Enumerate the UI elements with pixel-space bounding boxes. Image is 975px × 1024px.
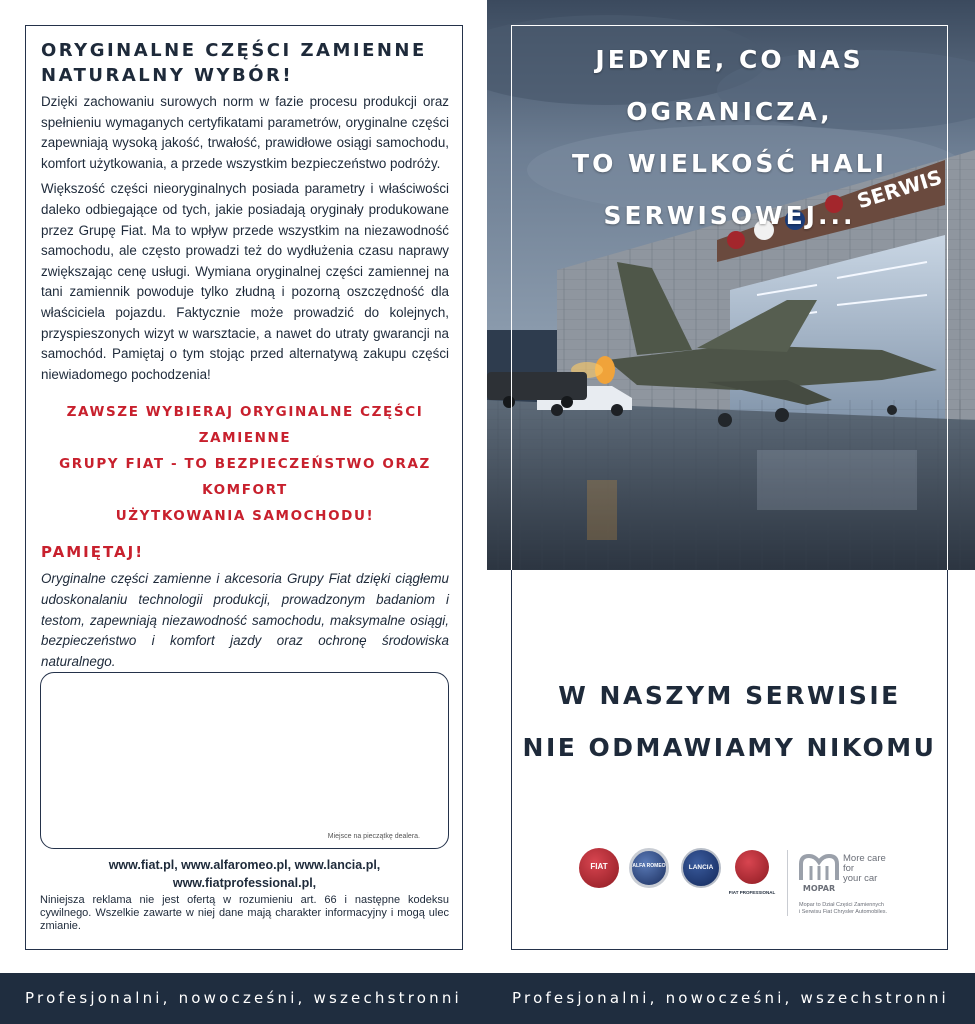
heading-line-2: NATURALNY WYBÓR! [41,65,294,86]
remember-title: PAMIĘTAJ! [41,543,145,562]
logo-divider [787,850,788,916]
brand-logos [577,846,897,921]
svg-text:MOPAR: MOPAR [802,884,836,893]
paragraph-2: Większość części nieoryginalnych posiada parametry i właściwości daleko odbiegające od tych, jakie posiadają oryginały produkowane przez Grupę Fiat. Ma to wpływ przede wszystkim na niezawodność samochodu, ale często prowadzi też do wydłużenia czasu naprawy zwiększając cenę usługi. Wymiana oryginalnej części zamiennej na tani zamiennik powoduje tylko złudną i pozorną oszczędność dla właściciela pojazdu. Faktycznie może prowadzić do kolejnych, przyspieszonych wizyt w warsztacie, a nawet do utraty gwarancji na samochód. Pamiętaj o tym stojąc przed alternatywą zakupu części niewiadomego pochodzenia! [41,181,449,382]
disclaimer: Niniejsza reklama nie jest ofertą w rozumieniu art. 66 i następne kodeksu cywilnego. Wszelkie zawarte w niej dane mają charakter informacyjny i mogą ulec zmianie. [40,894,449,932]
mopar-note-line-2: i Serwisu Fiat Chrysler Automobiles. [799,909,888,915]
footer-bar [0,973,975,1024]
mopar-note-line-1: Mopar to Dział Części Zamiennych [799,902,884,908]
footer-slogan-right: Profesjonalni, nowocześni, wszechstronni [512,989,949,1007]
mopar-logo-icon [797,850,841,894]
paragraph-1: Dzięki zachowaniu surowych norm w fazie procesu produkcji oraz spełnieniu wymaganych certyfikatami parametrów, oryginalne części zapewniają wysoką jakość, trwałość, prawidłowe osiągi samochodu, komfort użytkowania, a przede wszystkim bezpieczeństwo podróży. [41,94,449,171]
alfa-romeo-logo-text: ALFA ROMEO [632,863,666,869]
fiat-professional-logo-text: FIAT PROFESSIONAL [728,890,776,895]
fiat-professional-logo [728,850,776,895]
dealer-stamp-box [40,672,449,849]
title-line-2: NIE ODMAWIAMY NIKOMU [522,733,937,762]
lancia-logo [681,848,721,888]
urls-line-1[interactable]: www.fiat.pl, www.alfaromeo.pl, www.lancia.pl, [108,858,381,872]
left-content [41,38,449,672]
mopar-tagline [843,854,886,884]
heading-line-1: ORYGINALNE CZĘŚCI ZAMIENNE [41,40,427,61]
fiat-logo [579,848,619,888]
cover-title [513,670,946,774]
alfa-romeo-logo [629,848,669,888]
fiat-logo-text: FIAT [590,862,608,871]
headline-line-3: SERWISOWEJ... [603,201,856,230]
callout-line-3: UŻYTKOWANIA SAMOCHODU! [115,508,375,525]
title-line-1: W NASZYM SERWISIE [558,681,901,710]
stamp-label: Miejsce na pieczątkę dealera. [327,833,420,840]
headline-line-1: JEDYNE, CO NAS OGRANICZA, [595,45,864,126]
mopar-tag-line-3: your car [843,873,878,884]
remember-text: Oryginalne części zamienne i akcesoria Grupy Fiat dzięki ciągłemu udoskonalaniu technologii produkcji, prowadzonym badaniom i testom, zapewniają niezawodność samochodu, maksymalne osiągi, bezpieczeństwo i komfort jazdy oraz ochronę środowiska naturalnego. [41,571,449,669]
callout-line-2: GRUPY FIAT - TO BEZPIECZEŃSTWO ORAZ KOMFORT [59,456,431,499]
footer-slogan-left: Profesjonalni, nowocześni, wszechstronni [25,989,462,1007]
headline-line-2: TO WIELKOŚĆ HALI [572,149,887,178]
photo-headline [513,34,946,242]
urls-line-2[interactable]: www.fiatprofessional.pl, [172,876,317,890]
lancia-logo-text: LANCIA [688,864,714,871]
website-links [40,856,449,892]
red-callout [41,399,449,529]
left-panel [25,25,463,950]
mopar-note [799,902,887,916]
mopar-tag-line-1: More care [843,853,886,864]
callout-line-1: ZAWSZE WYBIERAJ ORYGINALNE CZĘŚCI ZAMIENNE [66,404,424,447]
section-heading [41,38,449,88]
mopar-tag-line-2: for [843,863,855,874]
sign-text: SERWIS [854,164,945,214]
